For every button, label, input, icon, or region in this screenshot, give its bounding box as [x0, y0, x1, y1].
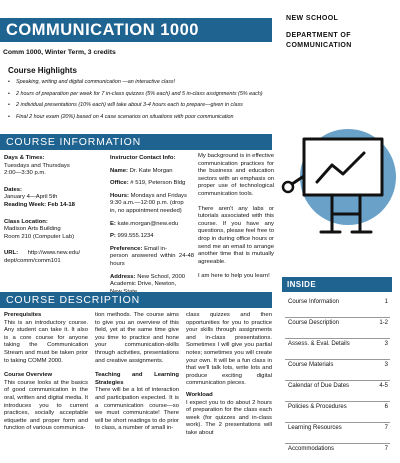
title-bar: [0, 18, 272, 42]
toc-item[interactable]: [285, 423, 390, 444]
toc-item-label: Accommodations: [288, 446, 335, 452]
description-continued: tion methods. The course aims to give you an overview of this field, yet at the same time give you time to practice and hone your communication-skills through activities, presentations and creative assignments.: [95, 312, 179, 364]
hours-line-3: in, no appointment needed): [110, 207, 182, 214]
highlight-item: • 2 individual presentations (10% each) will take about 3-4 hours each to prepare—given in class: [8, 102, 278, 109]
highlights-title: Course Highlights: [8, 66, 77, 75]
course-subtitle: Comm 1000, Winter Term, 3 credits: [3, 49, 116, 56]
days-line-1: Tuesdays and Thursdays: [4, 162, 70, 169]
presentation-board-icon: [276, 104, 400, 248]
address-line-1: New School, 2000: [137, 273, 185, 280]
hours-line-2: 9:30 a.m.—12:00 p.m. (drop: [110, 200, 184, 207]
url-label: URL:: [4, 250, 19, 257]
inside-heading-bar: [282, 277, 392, 292]
address-label: Address:: [110, 273, 136, 280]
course-description-heading: COURSE DESCRIPTION: [6, 294, 140, 306]
department-block: [286, 14, 394, 51]
toc-item-page: 7: [384, 425, 388, 431]
email-label: E:: [110, 220, 116, 227]
toc-item-label: Policies & Procedures: [288, 404, 347, 410]
course-title: COMMUNICATION 1000: [6, 21, 199, 39]
hours-line-1: Mondays and Fridays: [130, 192, 187, 199]
highlight-item: • Final 2 hour exam (20%) based on 4 case scenarios on situations with poor communication: [8, 114, 278, 121]
teaching-continued: class quizzes and then opportunities for you to practice your skills through assignments and in-class presentations. Sometimes I will give you partial notes; sometimes you will create your own. It will be a fun class in that we'll talk lots, write lots and produce exciting digital communication pieces.: [186, 312, 272, 387]
reading-week: Reading Week: Feb 14-18: [4, 201, 75, 208]
office-label: Office:: [110, 180, 129, 187]
instructor-bio-column: [198, 153, 274, 281]
toc-item-page: 3: [384, 341, 388, 347]
teaching-text: There will be a lot of interaction and participation expected. It is a communication course—so we must communicate! There will be short readings to do prior to class, a number of small in-: [95, 387, 179, 432]
phone-label: P:: [110, 233, 116, 240]
toc-item-label: Assess. & Eval. Details: [288, 341, 350, 347]
days-line-2: 2:00—3:30 p.m.: [4, 170, 46, 177]
instructor-heading: Instructor Contact Info:: [110, 155, 176, 161]
bio-paragraph-1: My background is in effective communication practices for the business and education sectors with an emphasis on proper use of technological communication tools.: [198, 153, 274, 197]
course-description-band: [0, 292, 272, 308]
toc-item[interactable]: [285, 360, 390, 381]
instructor-name: Dr. Kate Morgan: [129, 167, 173, 174]
school-name: NEW SCHOOL: [286, 15, 339, 22]
description-column-2: [95, 312, 179, 433]
location-label: Class Location:: [4, 218, 48, 225]
description-column-3: [186, 312, 272, 438]
toc-item-page: 6: [384, 404, 388, 410]
address-line-2: Academic Drive, Newton,: [110, 281, 177, 288]
logistics-column: [4, 155, 104, 266]
toc-item-page: 3: [384, 362, 388, 368]
preference-line-2: person answered within 24-48 hours: [110, 253, 194, 267]
overview-text: This course looks at the basics of good communication in the oral, written and digital media. It introduces you to current practices, socially acceptable etiquette and proper form and function of various communica-: [4, 379, 88, 432]
preference-line-1: Email in-: [144, 245, 167, 252]
overview-title: Course Overview: [4, 372, 53, 379]
toc-item-page: 4-5: [379, 383, 388, 389]
toc-item[interactable]: [285, 381, 390, 402]
inside-contents-list: [285, 297, 390, 463]
toc-item-page: 1: [384, 299, 388, 305]
inside-heading: INSIDE: [287, 280, 317, 289]
toc-item-label: Calendar of Due Dates: [288, 383, 350, 389]
prerequisites-text: This is an introductory course. Any student can take it. It also is a core course for anyone taking the Communication Stream and must be taken prior to taking COMM 2000.: [4, 319, 88, 364]
hours-label: Hours:: [110, 192, 129, 199]
department-line-2: COMMUNICATION: [286, 42, 352, 49]
highlight-item: • 2 hours of preparation per week for 7 in-class quizzes (5% each) and 5 in-class assignments (5% each): [8, 91, 278, 98]
office-value: # 519, Peterson Bldg: [130, 180, 186, 187]
toc-item-label: Course Materials: [288, 362, 334, 368]
highlight-item: • Speaking, writing and digital communication —an interactive class!: [8, 79, 278, 86]
phone-value: 999.555.1234: [117, 233, 154, 240]
preference-label: Preference:: [110, 245, 143, 252]
bio-paragraph-3: I am here to help you learn!: [198, 273, 270, 280]
toc-item[interactable]: [285, 402, 390, 423]
dates-line-1: January 4—April 5th: [4, 194, 58, 201]
days-label: Days & Times:: [4, 155, 45, 161]
department-line-1: DEPARTMENT OF: [286, 32, 351, 39]
toc-item[interactable]: [285, 444, 390, 463]
bio-paragraph-2: There aren't any labs or tutorials associated with this course. If you have any questions, please feel free to drop in during office hours or send me an email to arrange another time that is mutually agreeable.: [198, 205, 274, 265]
location-line-2: Room 210 (Computer Lab): [4, 233, 75, 240]
toc-item[interactable]: [285, 297, 390, 318]
instructor-column: [110, 155, 194, 296]
toc-item-page: 1-2: [379, 320, 388, 326]
toc-item-label: Course Information: [288, 299, 340, 305]
toc-item-page: 7: [384, 446, 388, 452]
workload-text: I expect you to do about 2 hours of preparation for the class each week (for quizzes and in-class work). The 2 presentations will take about: [186, 399, 272, 436]
location-line-1: Madison Arts Building: [4, 226, 61, 233]
dates-label: Dates:: [4, 186, 23, 193]
course-information-heading: COURSE INFORMATION: [6, 136, 141, 148]
toc-item-label: Learning Resources: [288, 425, 342, 431]
toc-item-label: Course Description: [288, 320, 340, 326]
teaching-title: Teaching and Learning Strategies: [95, 372, 179, 386]
highlights-list: [8, 79, 278, 125]
course-url[interactable]: http://www.new.edu/: [27, 250, 81, 257]
name-label: Name:: [110, 167, 129, 174]
description-column-1: [4, 312, 88, 433]
course-url-path[interactable]: dept/comm/comm101: [4, 257, 61, 264]
workload-title: Workload: [186, 391, 213, 398]
prerequisites-title: Prerequisites: [4, 312, 42, 318]
toc-item[interactable]: [285, 339, 390, 360]
email-value[interactable]: kate.morgan@new.edu: [117, 220, 179, 227]
course-information-band: [0, 134, 272, 150]
toc-item[interactable]: [285, 318, 390, 339]
